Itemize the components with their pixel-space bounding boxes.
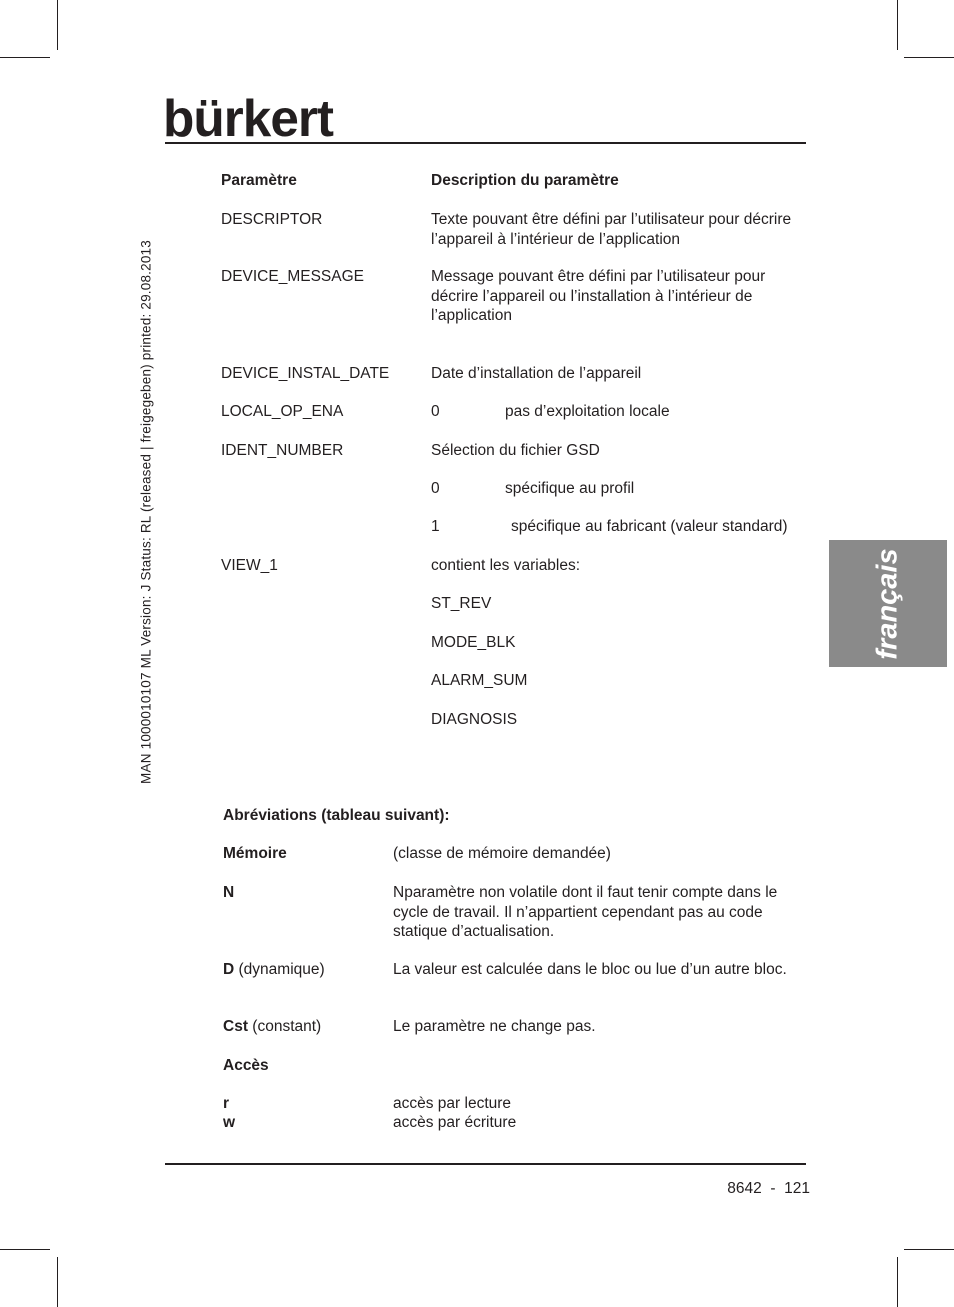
crop-mark xyxy=(0,1249,50,1250)
param-name: IDENT_NUMBER xyxy=(221,442,344,459)
abbrev-description: La valeur est calculée dans le bloc ou lue d’un autre bloc. xyxy=(393,961,787,978)
param-name: DEVICE_MESSAGE xyxy=(221,268,364,285)
language-tab-label: français xyxy=(871,547,904,660)
footer-rule xyxy=(165,1163,806,1165)
variable-name: ST_REV xyxy=(431,595,492,612)
param-description: Sélection du fichier GSD xyxy=(431,442,600,459)
abbrev-title: Abréviations (tableau suivant): xyxy=(223,807,450,824)
variable-name: MODE_BLK xyxy=(431,634,516,651)
crop-mark xyxy=(0,57,50,58)
abbrev-term: N xyxy=(223,884,235,901)
crop-mark xyxy=(904,1249,954,1250)
param-description: spécifique au profil xyxy=(505,480,635,497)
param-description: spécifique au fabricant (valeur standard) xyxy=(511,518,788,535)
abbrev-description: Le paramètre ne change pas. xyxy=(393,1018,596,1035)
param-code: 0 xyxy=(431,480,440,497)
param-name: DESCRIPTOR xyxy=(221,211,323,228)
param-description: Message pouvant être défini par l’utilisateur pour décrire l’appareil ou l’installation à l’intérieur de l’application xyxy=(431,268,766,324)
param-description: Texte pouvant être défini par l’utilisateur pour décrire l’appareil à l’intérieur de l’application xyxy=(431,211,792,248)
param-name: DEVICE_INSTAL_DATE xyxy=(221,365,390,382)
language-tab xyxy=(829,540,947,667)
crop-mark xyxy=(57,1257,58,1307)
variable-name: ALARM_SUM xyxy=(431,672,528,689)
abbrev-term-note: (dynamique) xyxy=(238,961,325,978)
access-term: w xyxy=(223,1114,236,1131)
param-description: contient les variables: xyxy=(431,557,581,574)
burkert-logo xyxy=(163,88,335,140)
access-title: Accès xyxy=(223,1057,269,1074)
abbrev-description: Nparamètre non volatile dont il faut tenir compte dans le cycle de travail. Il n’appartient cependant pas au code statique d’actualisation. xyxy=(393,884,778,940)
param-name: VIEW_1 xyxy=(221,557,278,574)
variable-name: DIAGNOSIS xyxy=(431,711,518,728)
param-column-header: Paramètre xyxy=(221,172,297,189)
abbrev-term-note: (constant) xyxy=(252,1018,322,1035)
svg-text:bürkert: bürkert xyxy=(163,90,334,140)
page-number: 8642 - 121 xyxy=(727,1180,810,1197)
document-status-note: MAN 1000010107 ML Version: J Status: RL (released | freigegeben) printed: 29.08.2013 xyxy=(138,240,154,784)
abbrev-term: Cst xyxy=(223,1018,248,1035)
header-rule xyxy=(165,142,806,144)
crop-mark xyxy=(57,0,58,50)
param-name: LOCAL_OP_ENA xyxy=(221,403,344,420)
abbrev-term-row xyxy=(223,1017,321,1037)
abbrev-term: D xyxy=(223,961,235,978)
param-code: 1 xyxy=(431,518,440,535)
abbrev-term-row xyxy=(223,960,325,980)
access-term: r xyxy=(223,1095,230,1112)
abbrev-term: Mémoire xyxy=(223,845,287,862)
param-code: 0 xyxy=(431,403,440,420)
crop-mark xyxy=(897,0,898,50)
crop-mark xyxy=(897,1257,898,1307)
param-description: Date d’installation de l’appareil xyxy=(431,365,642,382)
crop-mark xyxy=(904,57,954,58)
access-description: accès par lecture xyxy=(393,1095,512,1112)
access-description: accès par écriture xyxy=(393,1114,517,1131)
desc-column-header: Description du paramètre xyxy=(431,172,619,189)
abbrev-description: (classe de mémoire demandée) xyxy=(393,845,611,862)
param-description: pas d’exploitation locale xyxy=(505,403,670,420)
